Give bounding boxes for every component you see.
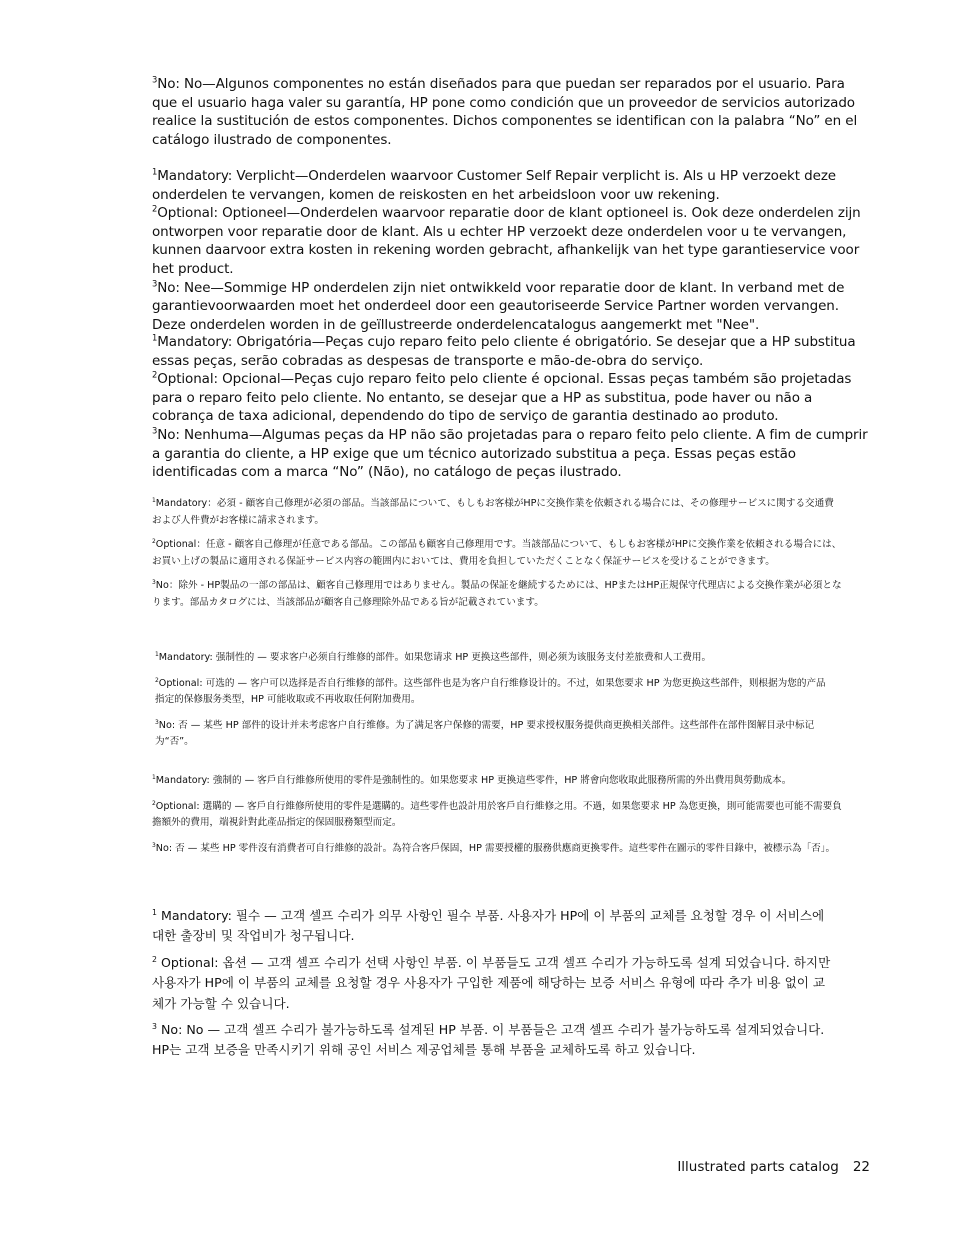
pt-optional-note: $^2$Optional: Opcional—Peças cujo reparo feito pelo cliente é opcional. Essas peças também são projetadas para o reparo feito pelo cliente. No entanto, se desejar que a HP as substitua, pode haver ou não a cobrança de taxa adicional, dependendo do tipo de serviço de garantia destinado ao produto. [152,369,852,425]
dutch-notes [152,167,872,334]
simplified-chinese-notes [155,650,835,751]
es-no-note: $^3$No: No—Algunos componentes no están diseñados para que puedan ser reparados por el usuario. Para que el usuario haga valer su garantía, HP pone como condición que un proveedor de servicios autorizado realice la sustitución de estos componentes. Dichos componentes se identifican con la palabra “No” en el catálogo ilustrado de componentes. [152,74,858,148]
spanish-notes [152,75,872,149]
nl-no-note: $^3$No: Nee—Sommige HP onderdelen zijn niet ontwikkeld voor reparatie door de klant. In verband met de garantievoorwaarden moet het onderdeel door een geautoriseerde Service Partner worden vervangen. Deze onderdelen worden in de geïllustreerde onderdelencatalogus aangemerkt met "Nee". [152,278,845,333]
zh-tw-no-note: $^3$No: 否 — 某些 HP 零件沒有消費者可自行維修的設計。為符合客戶保固，HP 需要授權的服務供應商更換零件。這些零件在圖示的零件目錄中，被標示為「否」。 [152,841,836,854]
footer-section-title: Illustrated parts catalog [677,1159,839,1175]
japanese-notes [152,496,842,611]
ko-no-note: $^3$ No: No — 고객 셀프 수리가 불가능하도록 설계된 HP 부품. 이 부품들은 고객 셀프 수리가 불가능하도록 설계되었습니다. HP는 고객 보증을 만족시키기 위해 공인 서비스 제공업체를 통해 부품을 교체하도록 하고 있습니다. [152,1021,825,1058]
ja-no-note: $^3$No：除外 - HP製品の一部の部品は、顧客自己修理用ではありません。製品の保証を継続するためには、HPまたはHP正規保守代理店による交換作業が必須となります。部品カタログには、当該部品が顧客自己修理除外品である旨が記載されています。 [152,578,842,608]
portuguese-notes [152,333,872,482]
page-footer [677,1158,870,1176]
ja-mandatory-note: $^1$Mandatory：必須 - 顧客自己修理が必須の部品。当該部品について、もしもお客様がHPに交換作業を依頼される場合には、その修理サービスに関する交通費および人件費がお客様に請求されます。 [152,496,834,526]
zh-cn-no-note: $^3$No: 否 — 某些 HP 部件的设计并未考虑客户自行维修。为了满足客户保修的需要，HP 要求授权服务提供商更换相关部件。这些部件在部件图解目录中标记为“否”。 [155,718,815,748]
korean-notes [152,906,832,1061]
ko-mandatory-note: $^1$ Mandatory: 필수 — 고객 셀프 수리가 의무 사항인 필수 부품. 사용자가 HP에 이 부품의 교체를 요청할 경우 이 서비스에 대한 출장비 및 작업비가 청구됩니다. [152,907,825,944]
zh-cn-mandatory-note: $^1$Mandatory: 强制性的 — 要求客户必须自行维修的部件。如果您请求 HP 更换这些部件，则必须为该服务支付差旅费和人工费用。 [155,650,712,663]
nl-mandatory-note: $^1$Mandatory: Verplicht—Onderdelen waarvoor Customer Self Repair verplicht is. Als u HP verzoekt deze onderdelen te vervangen, komen de reiskosten en het arbeidsloon voor uw rekening. [152,166,837,203]
zh-cn-optional-note: $^2$Optional: 可选的 — 客户可以选择是否自行维修的部件。这些部件也是为客户自行维修设计的。不过，如果您要求 HP 为您更换这些部件，则根据为您的产品指定的保修服务类型，HP 可能收取或不再收取任何附加费用。 [155,676,826,706]
ja-optional-note: $^2$Optional：任意 - 顧客自己修理が任意である部品。この部品も顧客自己修理用です。当該部品について、もしもお客様がHPに交換作業を依頼される場合には、お買い上げの製品に適用される保証サービス内容の範囲内においては、費用を負担していただくことなく保証サービスを受けることができます。 [152,537,842,567]
pt-no-note: $^3$No: Nenhuma—Algumas peças da HP não são projetadas para o reparo feito pelo cliente. A fim de cumprir a garantia do cliente, a HP exige que um técnico autorizado substitua a peça. Essas peças estão identificadas com a marca “No” (Não), no catálogo de peças ilustrado. [152,425,868,481]
ko-optional-note: $^2$ Optional: 옵션 — 고객 셀프 수리가 선택 사항인 부품. 이 부품들도 고객 셀프 수리가 가능하도록 설계 되었습니다. 하지만 사용자가 HP에 이 부품의 교체를 요청할 경우 사용자가 구입한 제품에 해당하는 보증 서비스 유형에 따라 추가 비용 없이 교체가 가능할 수 있습니다. [152,954,831,1011]
page-number: 22 [852,1159,870,1175]
zh-tw-mandatory-note: $^1$Mandatory: 強制的 — 客戶自行維修所使用的零件是強制性的。如果您要求 HP 更換這些零件，HP 將會向您收取此服務所需的外出費用與勞動成本。 [152,773,792,786]
nl-optional-note: $^2$Optional: Optioneel—Onderdelen waarvoor reparatie door de klant optioneel is. Ook deze onderdelen zijn ontworpen voor reparatie door de klant. Als u echter HP verzoekt deze onderdelen voor u te vervangen, kunnen daarvoor extra kosten in rekening worden gebracht, afhankelijk van het type garantieservice voor het product. [152,203,861,277]
pt-mandatory-note: $^1$Mandatory: Obrigatória—Peças cujo reparo feito pelo cliente é obrigatório. Se desejar que a HP substitua essas peças, serão cobradas as despesas de transporte e mão-de-obra do serviço. [152,332,856,369]
traditional-chinese-notes [152,773,842,857]
zh-tw-optional-note: $^2$Optional: 選購的 — 客戶自行維修所使用的零件是選購的。這些零件也設計用於客戶自行維修之用。不過，如果您要求 HP 為您更換，則可能需要也可能不需要負擔額外的費用，端視針對此產品指定的保固服務類型而定。 [152,799,842,829]
